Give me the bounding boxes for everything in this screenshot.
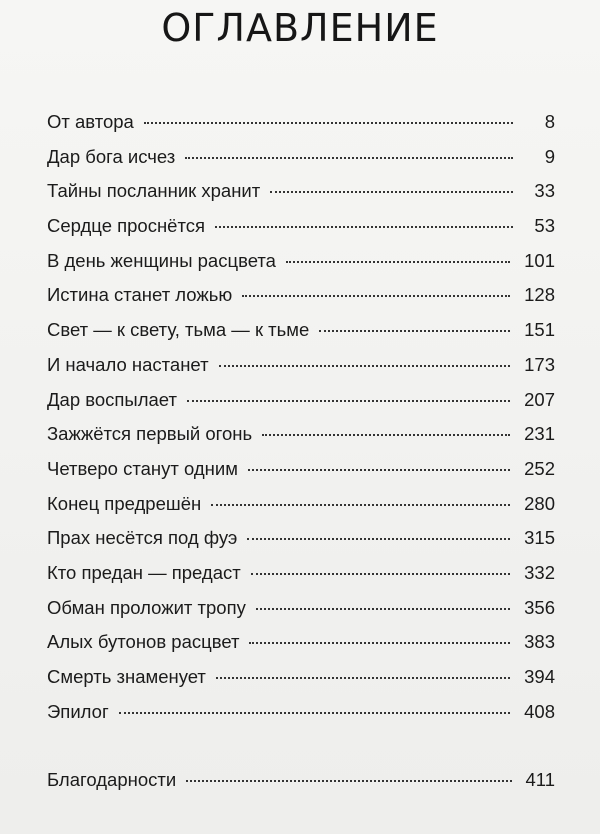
toc-entry-title: Обман проложит тропу: [47, 596, 246, 618]
toc-entry[interactable]: [47, 176, 555, 211]
toc-entry-title: Зажжётся первый огонь: [47, 423, 253, 445]
dot-leader: [211, 488, 510, 506]
toc-entry[interactable]: [47, 350, 555, 385]
toc-entry[interactable]: [47, 315, 555, 350]
toc-entry[interactable]: [47, 765, 555, 800]
toc-entry-page: 33: [534, 180, 555, 202]
dot-leader: [187, 384, 510, 402]
toc-entry[interactable]: [47, 142, 555, 177]
toc-entry[interactable]: [47, 211, 555, 246]
toc-entry[interactable]: [47, 489, 555, 524]
toc-entry[interactable]: [47, 246, 555, 281]
dot-leader: [270, 175, 513, 193]
toc-entry-title: Истина станет ложью: [47, 284, 233, 306]
toc-entry-page: 332: [524, 561, 555, 583]
toc-entry-title: Конец предрешён: [47, 492, 202, 514]
toc-entry-title: И начало настанет: [47, 353, 209, 375]
toc-entry-page: 231: [524, 423, 555, 445]
toc-entry-page: 101: [524, 249, 555, 271]
toc-entry-title: В день женщины расцвета: [47, 249, 276, 271]
toc-entry-page: 128: [524, 284, 555, 306]
toc-entry-title: Смерть знаменует: [47, 666, 206, 687]
dot-leader: [286, 245, 510, 263]
toc-entry-title: Тайны посланник хранит: [47, 180, 261, 202]
toc-entry[interactable]: [47, 593, 555, 628]
dot-leader: [251, 557, 510, 575]
toc-entry[interactable]: [47, 662, 555, 697]
toc-entry-page: 383: [524, 631, 555, 653]
toc-entry-page: 8: [544, 111, 555, 132]
toc-entry[interactable]: [47, 280, 555, 315]
toc-entry-title: От автора: [47, 111, 134, 132]
toc-entry[interactable]: [47, 523, 555, 558]
toc-entry-page: 280: [524, 492, 555, 514]
dot-leader: [248, 453, 510, 471]
dot-leader: [262, 418, 510, 436]
toc-entry-page: 207: [524, 388, 555, 410]
table-of-contents: [47, 107, 555, 800]
toc-entry[interactable]: [47, 558, 555, 593]
toc-entry-page: 394: [524, 666, 555, 687]
toc-entry-page: 9: [544, 145, 555, 167]
toc-entry[interactable]: [47, 107, 555, 142]
toc-entry-title: Прах несётся под фуэ: [47, 527, 238, 549]
dot-leader: [256, 592, 510, 610]
dot-leader: [219, 349, 511, 367]
toc-entry-title: Дар воспылает: [47, 388, 177, 410]
toc-entry[interactable]: [47, 697, 555, 732]
toc-entry-title: Дар бога исчез: [47, 145, 176, 167]
dot-leader: [215, 210, 513, 228]
toc-entry[interactable]: [47, 419, 555, 454]
toc-entry-page: 252: [524, 457, 555, 479]
toc-entry[interactable]: [47, 454, 555, 489]
dot-leader: [186, 764, 511, 782]
page-title: ОГЛАВЛЕНИЕ: [161, 6, 439, 50]
toc-entry-page: 315: [524, 527, 555, 549]
toc-entry-title: Кто предан — предаст: [47, 561, 241, 583]
toc-entry-title: Сердце проснётся: [47, 215, 206, 237]
toc-entry-page: 53: [534, 215, 555, 237]
toc-entry-title: Эпилог: [47, 700, 109, 722]
dot-leader: [319, 314, 510, 332]
toc-entry-title: Свет — к свету, тьма — к тьме: [47, 319, 310, 341]
dot-leader: [144, 106, 513, 124]
toc-entry-page: 173: [524, 353, 555, 375]
toc-entry-title: Благодарности: [47, 769, 177, 791]
toc-entry-title: Алых бутонов расцвет: [47, 631, 240, 653]
dot-leader: [185, 141, 513, 159]
toc-entry-page: 408: [524, 700, 555, 722]
toc-entry[interactable]: [47, 627, 555, 662]
dot-leader: [216, 661, 510, 679]
toc-entry-page: 356: [524, 596, 555, 618]
dot-leader: [242, 279, 510, 297]
toc-entry-page: 151: [524, 319, 555, 341]
toc-entry-title: Четверо станут одним: [47, 457, 238, 479]
toc-entry[interactable]: [47, 385, 555, 420]
dot-leader: [249, 626, 510, 644]
toc-entry-page: 411: [525, 769, 555, 791]
dot-leader: [247, 522, 510, 540]
dot-leader: [119, 696, 510, 714]
